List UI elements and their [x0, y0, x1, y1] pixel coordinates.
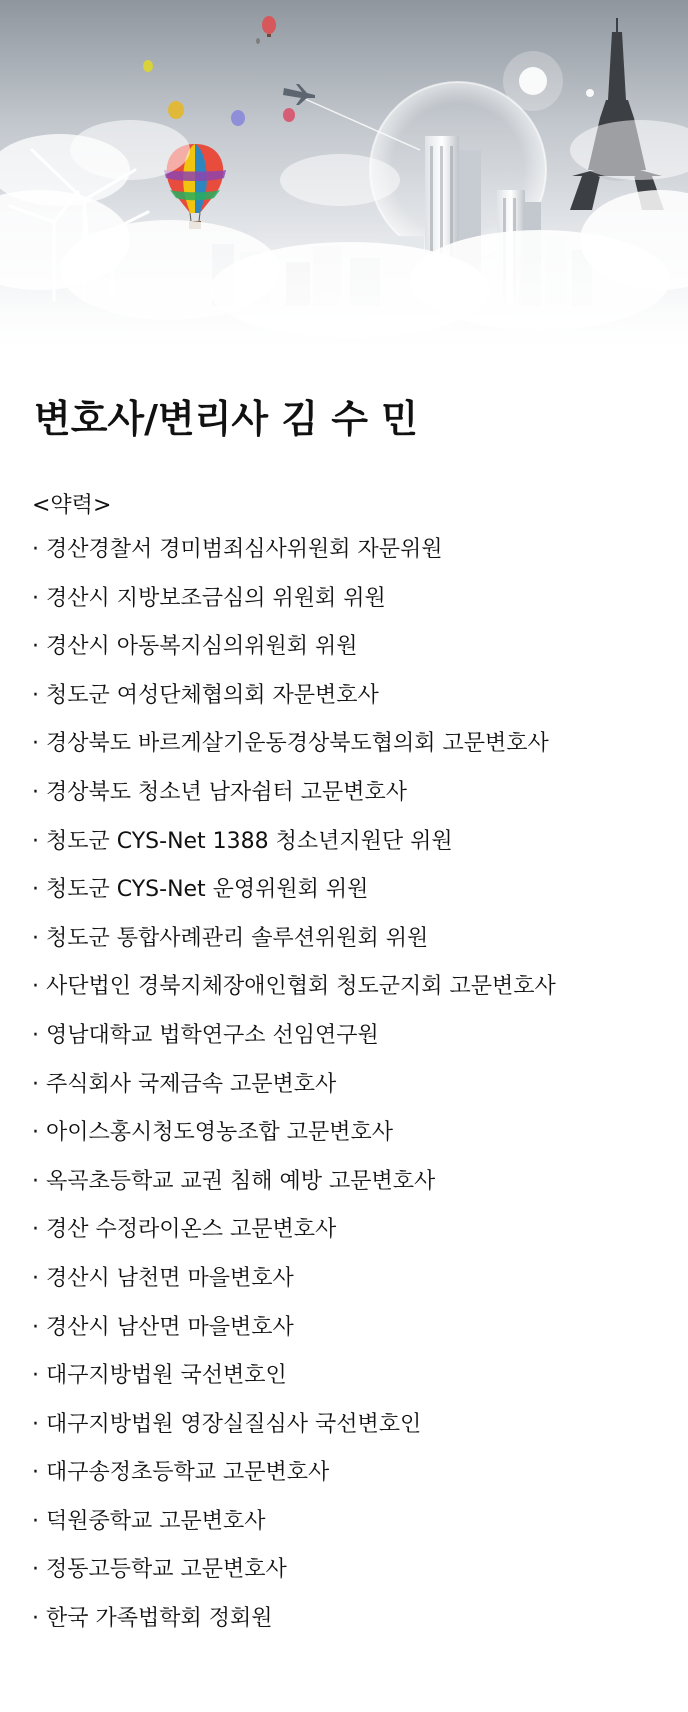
- bullet: ·: [32, 1168, 46, 1194]
- list-item: [32, 826, 672, 875]
- bullet: ·: [32, 537, 46, 562]
- bullet: ·: [32, 1363, 46, 1389]
- bullet: ·: [32, 731, 46, 757]
- bullet: ·: [32, 974, 46, 1000]
- list-item: [32, 1312, 672, 1361]
- list-item: [32, 874, 672, 923]
- list-item: [32, 534, 672, 583]
- career-text: 한국 가족법학회 정회원: [46, 1606, 273, 1632]
- bullet: ·: [32, 779, 46, 805]
- list-item: [32, 1360, 672, 1409]
- bullet: ·: [32, 877, 46, 903]
- bullet: ·: [32, 1411, 46, 1437]
- list-item: [32, 1554, 672, 1603]
- career-text: 경산시 남천면 마을변호사: [46, 1265, 294, 1291]
- list-item: [32, 583, 672, 632]
- bullet: ·: [32, 1120, 46, 1146]
- career-text: 주식회사 국제금속 고문변호사: [46, 1071, 337, 1097]
- bullet: ·: [32, 925, 46, 951]
- career-text: 아이스홍시청도영농조합 고문변호사: [46, 1120, 394, 1146]
- career-text: 청도군 통합사례관리 솔루션위원회 위원: [46, 925, 429, 951]
- list-item: [32, 1020, 672, 1069]
- list-item: [32, 1409, 672, 1458]
- career-text: 경상북도 청소년 남자쉼터 고문변호사: [46, 779, 408, 805]
- list-item: [32, 1166, 672, 1215]
- list-item: [32, 631, 672, 680]
- page-title: 변호사/변리사 김 수 민: [34, 397, 418, 441]
- list-item: [32, 777, 672, 826]
- list-item: [32, 1457, 672, 1506]
- bullet: ·: [32, 682, 46, 708]
- career-text: 옥곡초등학교 교권 침해 예방 고문변호사: [46, 1168, 436, 1194]
- list-item: [32, 1603, 672, 1652]
- bullet: ·: [32, 1022, 46, 1048]
- career-text: 청도군 CYS-Net 1388 청소년지원단 위원: [46, 828, 453, 854]
- header-banner: [0, 0, 688, 360]
- list-item: [32, 1506, 672, 1555]
- career-text: 경산 수정라이온스 고문변호사: [46, 1217, 337, 1243]
- list-item: [32, 971, 672, 1020]
- career-section-heading: <약력>: [32, 493, 112, 518]
- bullet: ·: [32, 1606, 46, 1632]
- list-item: [32, 1117, 672, 1166]
- bullet: ·: [32, 1557, 46, 1583]
- bullet: ·: [32, 1071, 46, 1097]
- list-item: [32, 1263, 672, 1312]
- list-item: [32, 680, 672, 729]
- list-item: [32, 923, 672, 972]
- career-text: 대구지방법원 국선변호인: [46, 1363, 287, 1389]
- career-text: 경산경찰서 경미범죄심사위원회 자문위원: [46, 537, 443, 562]
- career-text: 경산시 지방보조금심의 위원회 위원: [46, 585, 386, 611]
- career-text: 청도군 CYS-Net 운영위원회 위원: [46, 877, 369, 903]
- bullet: ·: [32, 1460, 46, 1486]
- career-text: 덕원중학교 고문변호사: [46, 1508, 266, 1534]
- career-text: 청도군 여성단체협의회 자문변호사: [46, 682, 379, 708]
- bullet: ·: [32, 828, 46, 854]
- career-text: 경산시 아동복지심의위원회 위원: [46, 634, 358, 660]
- list-item: [32, 1214, 672, 1263]
- career-text: 대구지방법원 영장실질심사 국선변호인: [46, 1411, 422, 1437]
- bullet: ·: [32, 1265, 46, 1291]
- career-text: 경산시 남산면 마을변호사: [46, 1314, 294, 1340]
- bullet: ·: [32, 585, 46, 611]
- city-sky-illustration: [0, 0, 688, 360]
- bullet: ·: [32, 634, 46, 660]
- career-text: 경상북도 바르게살기운동경상북도협의회 고문변호사: [46, 731, 549, 757]
- career-list: [32, 534, 672, 1652]
- bullet: ·: [32, 1314, 46, 1340]
- career-text: 대구송정초등학교 고문변호사: [46, 1460, 330, 1486]
- list-item: [32, 728, 672, 777]
- career-text: 영남대학교 법학연구소 선임연구원: [46, 1022, 379, 1048]
- bullet: ·: [32, 1508, 46, 1534]
- bullet: ·: [32, 1217, 46, 1243]
- career-text: 사단법인 경북지체장애인협회 청도군지회 고문변호사: [46, 974, 556, 1000]
- career-text: 정동고등학교 고문변호사: [46, 1557, 287, 1583]
- list-item: [32, 1069, 672, 1118]
